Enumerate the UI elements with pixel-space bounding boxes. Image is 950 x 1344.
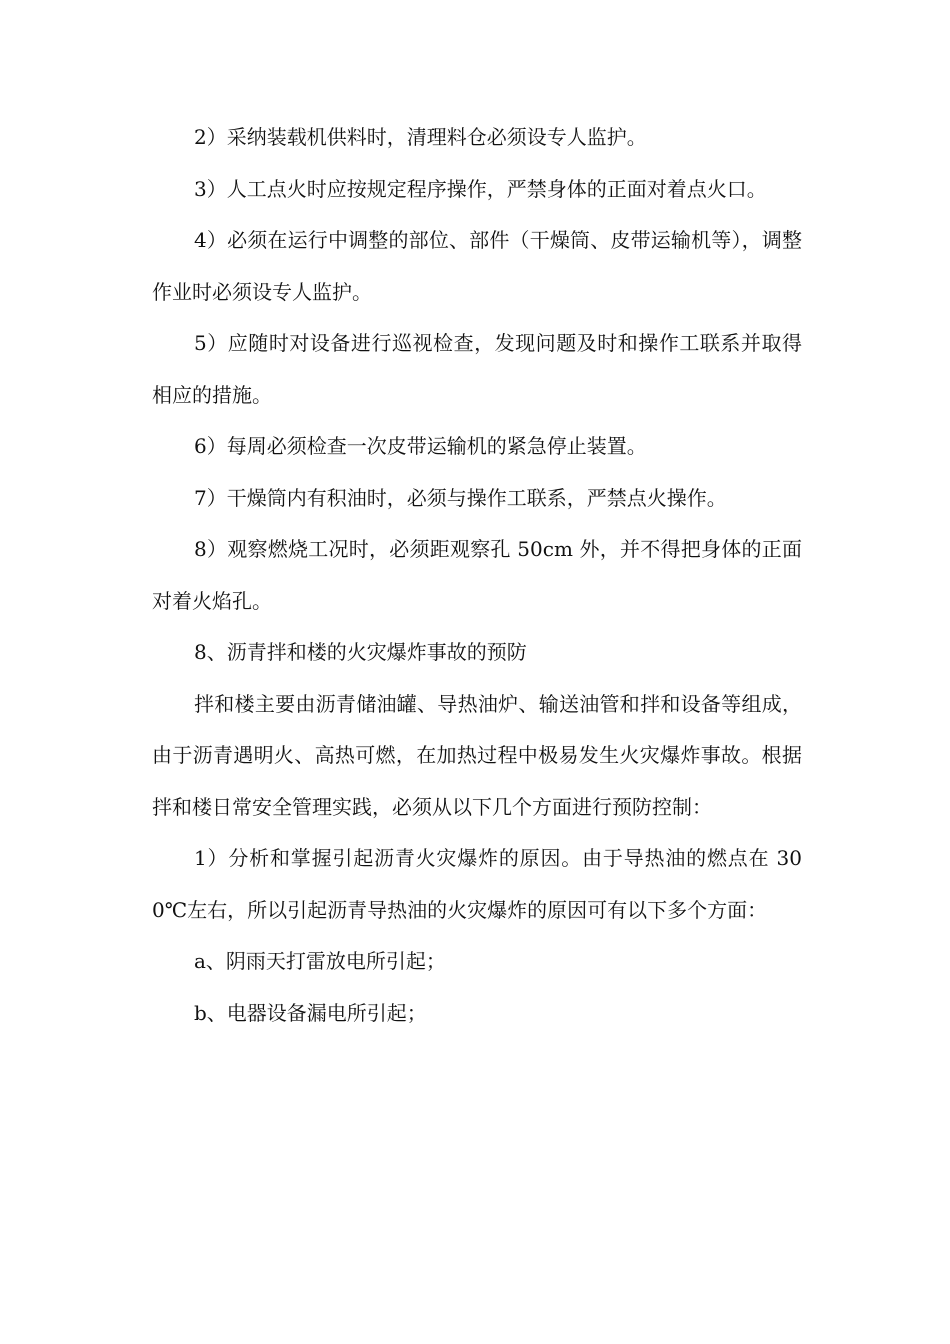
document-body	[152, 112, 802, 1039]
paragraph-sub-item-b: b、电器设备漏电所引起；	[194, 1000, 427, 1025]
paragraph-item-3: 3）人工点火时应按规定程序操作，严禁身体的正面对着点火口。	[194, 176, 767, 201]
paragraph-sub-item-a: a、阴雨天打雷放电所引起；	[194, 949, 446, 973]
paragraph-item-6: 6）每周必须检查一次皮带运输机的紧急停止装置。	[194, 434, 647, 458]
paragraph-item-7: 7）干燥筒内有积油时，必须与操作工联系，严禁点火操作。	[194, 485, 727, 510]
paragraph-item-5: 5）应随时对设备进行巡视检查，发现问题及时和操作工联系并取得相应的措施。	[152, 331, 802, 407]
paragraph-item-1: 1）分析和掌握引起沥青火灾爆炸的原因。由于导热油的燃点在 300℃左右，所以引起沥青导热油的火灾爆炸的原因可有以下多个方面：	[152, 846, 802, 922]
paragraph-item-4: 4）必须在运行中调整的部位、部件（干燥筒、皮带运输机等），调整作业时必须设专人监护。	[152, 228, 802, 304]
paragraph-item-8: 8）观察燃烧工况时，必须距观察孔 50cm 外，并不得把身体的正面对着火焰孔。	[152, 537, 802, 613]
paragraph-item-2: 2）采纳装载机供料时，清理料仓必须设专人监护。	[194, 125, 647, 149]
section-heading: 8、沥青拌和楼的火灾爆炸事故的预防	[194, 640, 527, 664]
body-paragraph-intro: 拌和楼主要由沥青储油罐、导热油炉、输送油管和拌和设备等组成，由于沥青遇明火、高热可燃，在加热过程中极易发生火灾爆炸事故。根据拌和楼日常安全管理实践，必须从以下几个方面进行预防控制：	[152, 691, 802, 819]
